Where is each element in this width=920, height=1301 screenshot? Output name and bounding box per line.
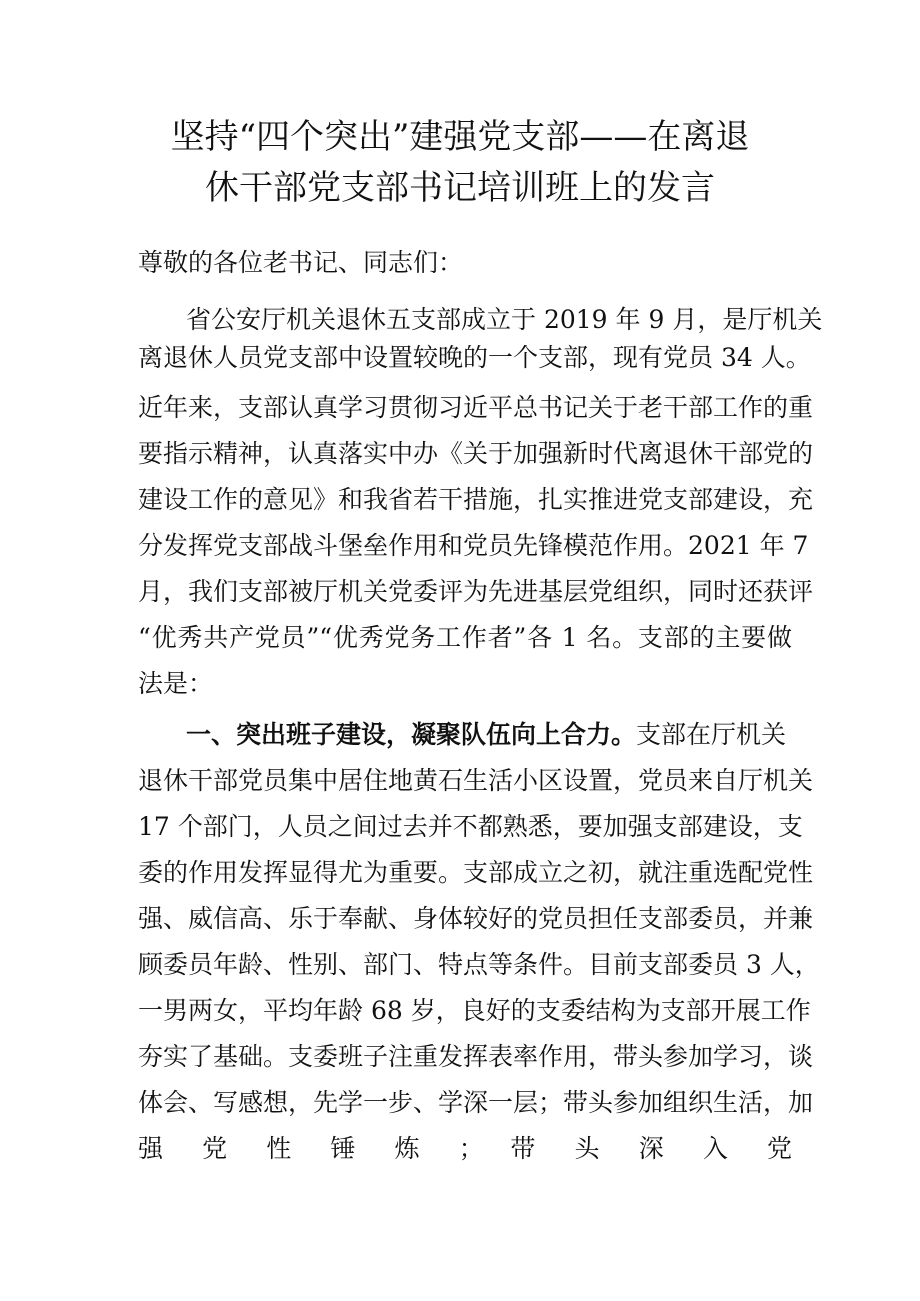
paragraph-line: 近年来，支部认真学习贯彻习近平总书记关于老干部工作的重 bbox=[138, 393, 814, 422]
paragraph-line: 委的作用发挥显得尤为重要。支部成立之初，就注重选配党性 bbox=[138, 858, 814, 887]
page-title-line-2: 休干部党支部书记培训班上的发言 bbox=[205, 168, 715, 208]
section-heading: 一、突出班子建设，凝聚队伍向上合力。 bbox=[186, 720, 637, 749]
paragraph-line-first bbox=[186, 717, 792, 753]
paragraph-line: 一男两女，平均年龄 68 岁，良好的支委结构为支部开展工作 bbox=[138, 996, 811, 1025]
paragraph-line: 体会、写感想，先学一步、学深一层；带头参加组织生活，加 bbox=[138, 1088, 814, 1117]
paragraph-line: 省公安厅机关退休五支部成立于 2019 年 9 月，是厅机关 bbox=[186, 305, 823, 334]
paragraph-line: 顾委员年龄、性别、部门、特点等条件。目前支部委员 3 人， bbox=[138, 950, 820, 979]
salutation: 尊敬的各位老书记、同志们： bbox=[138, 248, 464, 277]
paragraph-line: 强、威信高、乐于奉献、身体较好的党员担任支部委员，并兼 bbox=[138, 904, 814, 933]
paragraph-line: 分发挥党支部战斗堡垒作用和党员先锋模范作用。2021 年 7 bbox=[138, 531, 809, 560]
paragraph-line: 夯实了基础。支委班子注重发挥表率作用，带头参加学习，谈 bbox=[138, 1042, 814, 1071]
paragraph-line: 强 党 性 锤 炼 ； 带 头 深 入 党 bbox=[138, 1134, 792, 1163]
paragraph-line: 建设工作的意见》和我省若干措施，扎实推进党支部建设，充 bbox=[138, 485, 814, 514]
paragraph-line: “优秀共产党员”“优秀党务工作者”各 1 名。支部的主要做 bbox=[138, 623, 792, 652]
paragraph-line-rest: 支部在厅机关 bbox=[636, 720, 787, 749]
paragraph-line: 退休干部党员集中居住地黄石生活小区设置，党员来自厅机关 bbox=[138, 766, 814, 795]
paragraph-line: 月，我们支部被厅机关党委评为先进基层党组织，同时还获评 bbox=[138, 577, 814, 606]
paragraph-line: 法是： bbox=[138, 669, 214, 698]
paragraph-line: 17 个部门，人员之间过去并不都熟悉，要加强支部建设，支 bbox=[138, 812, 803, 841]
paragraph-line: 要指示精神，认真落实中办《关于加强新时代离退休干部党的 bbox=[138, 439, 814, 468]
page-title-line-1: 坚持“四个突出”建强党支部——在离退 bbox=[170, 117, 750, 157]
paragraph-line: 离退休人员党支部中设置较晚的一个支部，现有党员 34 人。 bbox=[138, 343, 811, 372]
